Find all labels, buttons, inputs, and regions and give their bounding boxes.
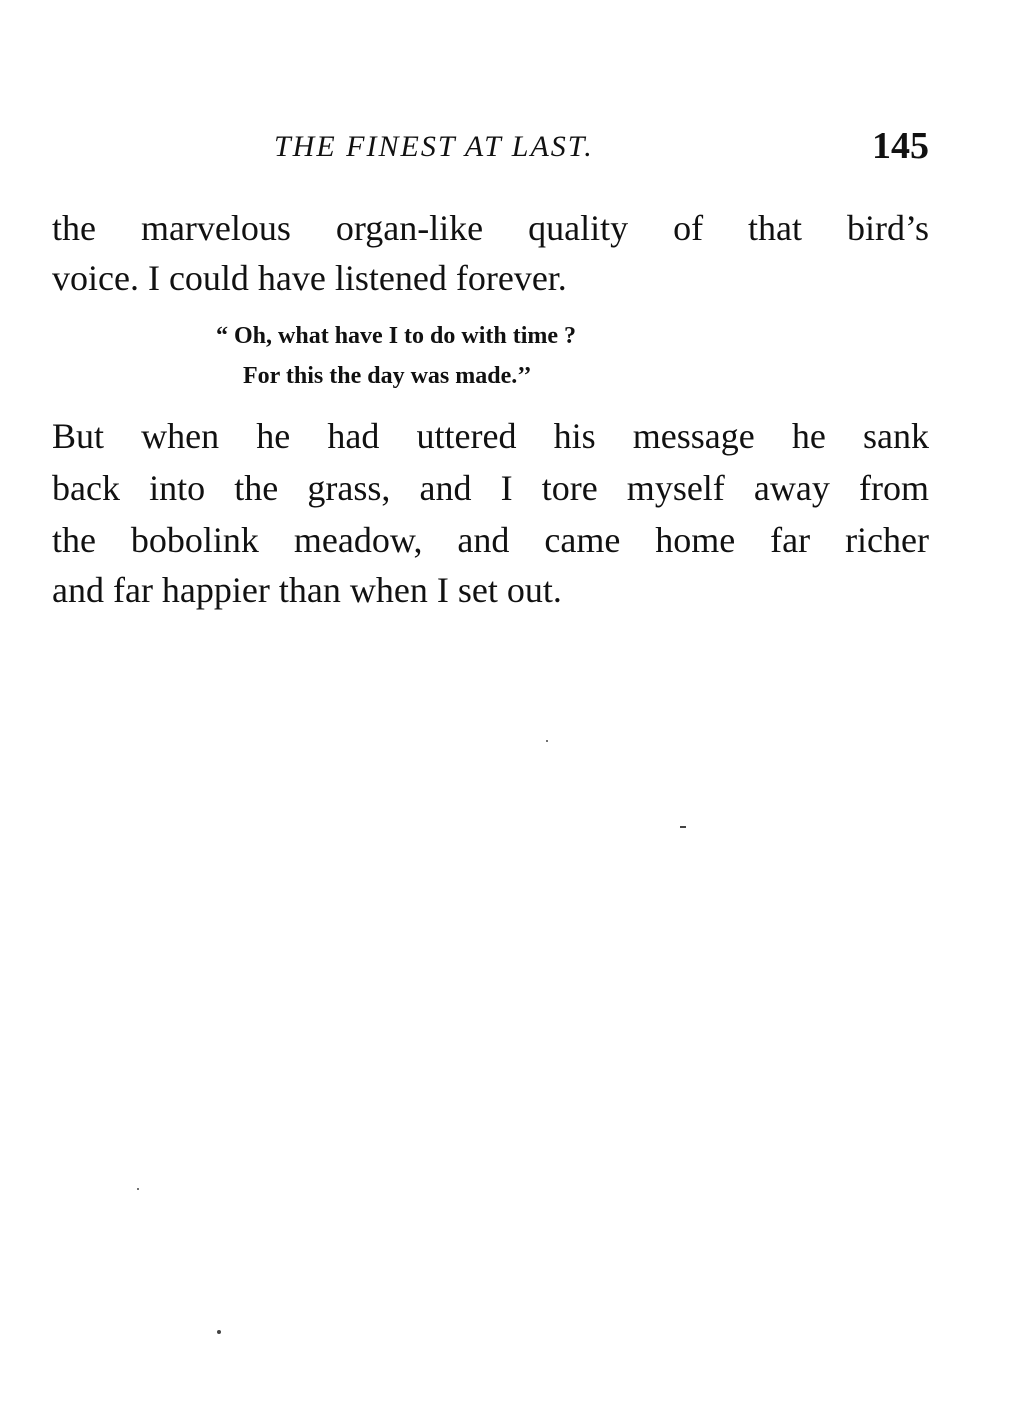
scan-speck — [137, 1188, 139, 1190]
paragraph-1-line-2: voice. I could have listened forever. — [52, 258, 567, 298]
paragraph-2-line-1: But when he had uttered his message he sank — [52, 416, 929, 456]
scan-speck — [217, 1330, 221, 1334]
scan-speck — [546, 740, 548, 742]
verse-line-2: For this the day was made.’’ — [243, 363, 532, 389]
paragraph-2-line-4: and far happier than when I set out. — [52, 570, 562, 610]
scan-speck — [680, 826, 686, 828]
page-number: 145 — [872, 125, 929, 167]
running-head — [52, 124, 929, 170]
running-title: THE FINEST AT LAST. — [274, 130, 594, 163]
paragraph-2-line-3: the bobolink meadow, and came home far richer — [52, 520, 929, 560]
paragraph-1-line-1: the marvelous organ-like quality of that bird’s — [52, 208, 929, 248]
verse-line-1: “ Oh, what have I to do with time ? — [216, 323, 577, 349]
paragraph-2-line-2: back into the grass, and I tore myself away from — [52, 468, 929, 508]
